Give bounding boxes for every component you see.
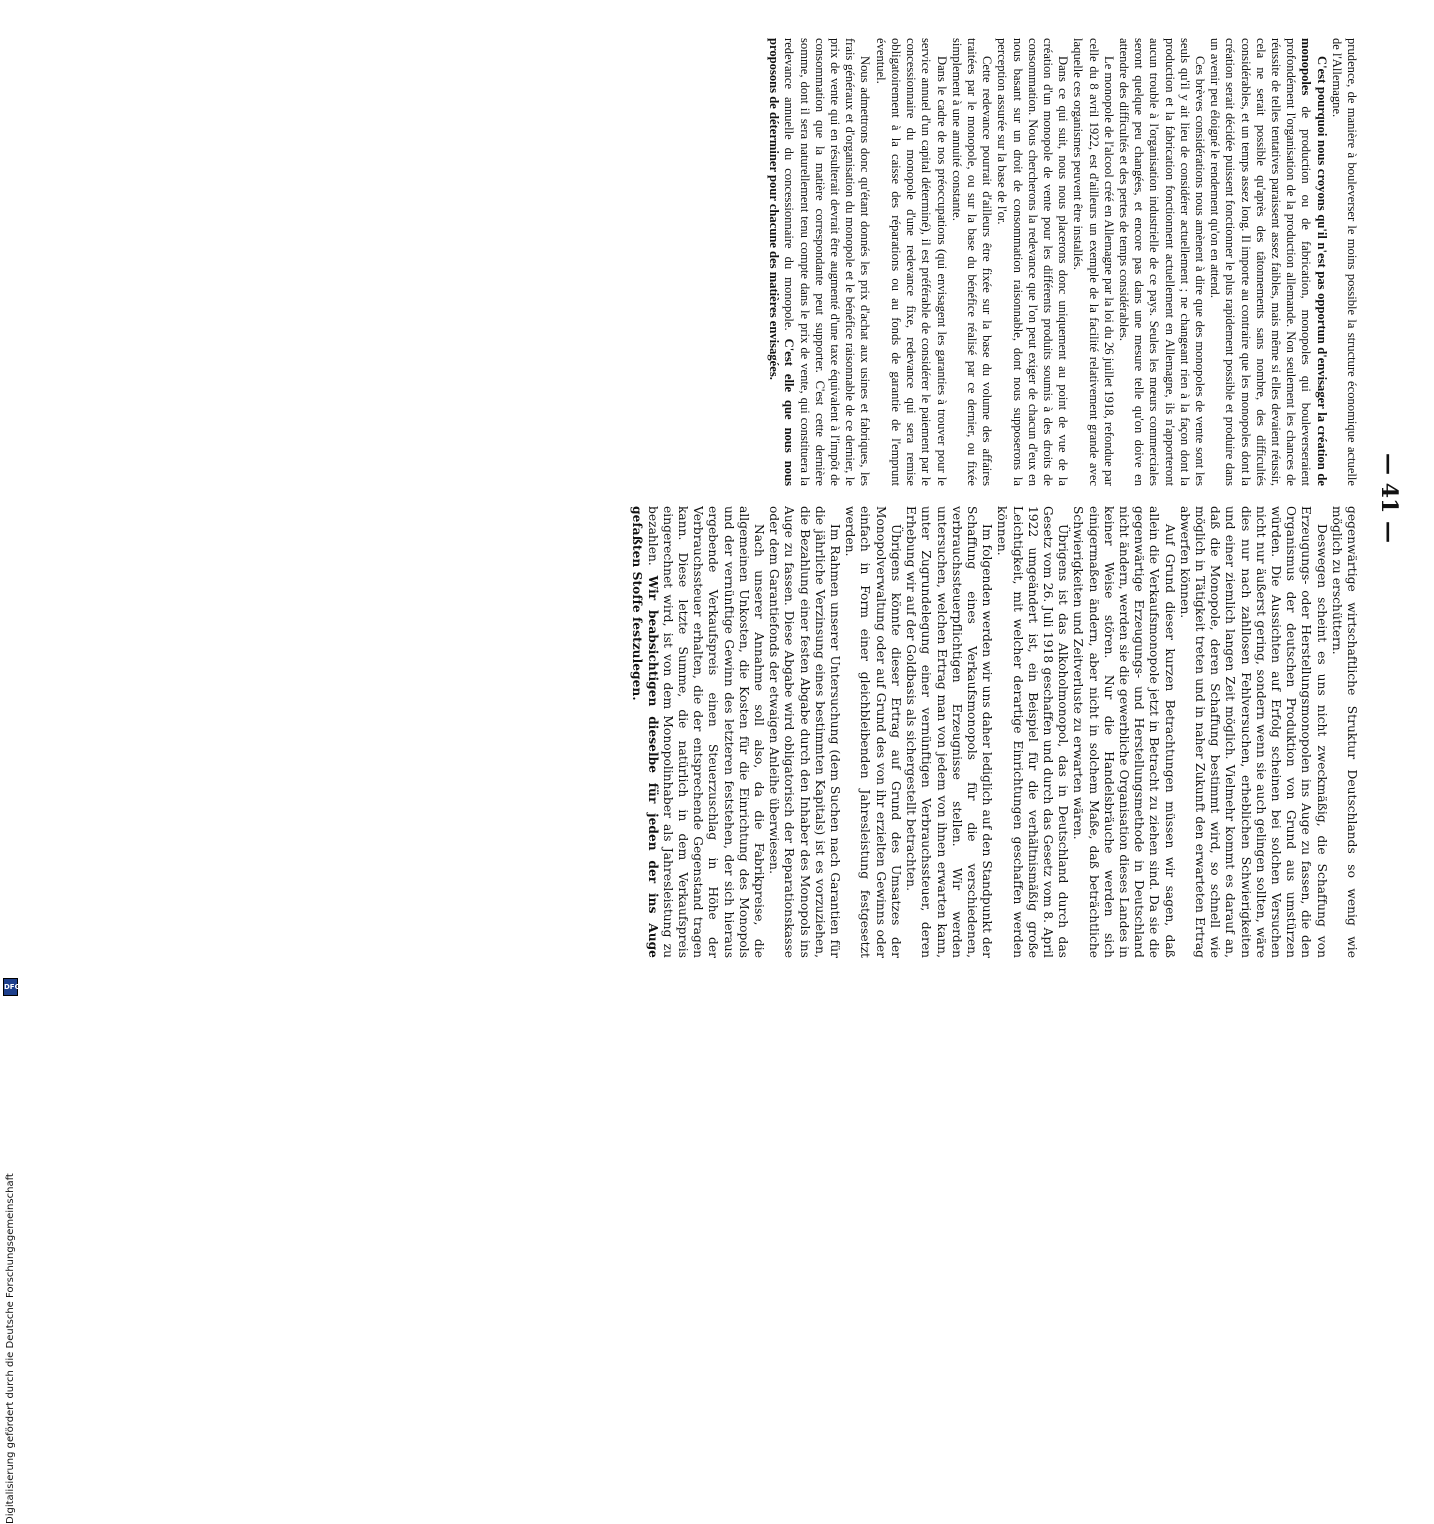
- french-paragraph-2-bold: C'est pourquoi nous croyons qu'il n'est pas opportun d'envisager la création de monopoles: [1299, 38, 1329, 486]
- french-paragraph-7: Dans le cadre de nos préoccupations (qui envisagent les garanties à trouver pour le service annuel d'un capital déterminé), il est préférable de considérer le paiement par le concessionnaire du monopole d'une redevance fixe, redevance qui sera remise obligatoirement à la caisse des réparations ou au fonds de garantie de l'emprunt éventuel.: [873, 38, 949, 486]
- german-paragraph-4: Übrigens ist das Alkoholmonopol, das in Deutschland durch das Gesetz vom 26. Juli 1918 geschaffen und durch das Gesetz vom 8. April 1922 umgeändert ist, ein Beispiel für die verhältnismäßig große Leichtigkeit, mit welcher derartige Einrichtungen geschaffen werden können.: [995, 506, 1071, 958]
- rotated-page: [7, 28, 1407, 968]
- french-paragraph-8-text: Nous admettrons donc qu'étant donnés les prix d'achat aux usines et fabriques, les frais généraux et d'organisation du monopole et le bénéfice raisonnable de ce dernier, le prix de vente qui en résulterait devrait être augmenté d'une taxe équivalent à l'impôt de consommation que la matière correspondante peut supporter. C'est cette dernière somme, dont il sera naturellement tenu compte dans le prix de vente, qui constituera la redevance annuelle du concessionnaire du monopole.: [782, 38, 873, 486]
- french-column: [29, 38, 1359, 486]
- german-paragraph-5: Im folgenden werden wir uns daher lediglich auf den Standpunkt der Schaffung eines Verkaufsmonopols für die verschiedenen, verbrauchssteuerpflichtigen Erzeugnisse stellen. Wir werden untersuchen, welchen Ertrag man von jedem von ihnen erwarten kann, unter Zugrundelegung einer vernünftigen Verbrauchssteuer, deren Erhebung wir auf der Goldbasis als sichergestellt betrachten.: [904, 506, 995, 958]
- german-paragraph-2: Deswegen scheint es uns nicht zweckmäßig, die Schaffung von Erzeugungs- oder Herstellungsmonopolen ins Auge zu fassen, die den Organismus der deutschen Produktion von Grund aus umstürzen würden. Die Aussichten auf Erfolg scheinen bei solchen Versuchen nicht nur äußerst gering, sondern wenn sie auch gelingen sollten, wäre dies nur nach zahllosen Fehlversuchen, erheblichen Schwierigkeiten und einer ziemlich langen Zeit möglich. Vielmehr kommt es darauf an, daß die Monopole, deren Schaffung bestimmt wird, so schnell wie möglich in Tätigkeit treten und in naher Zukunft den erwarteten Ertrag abwerfen können.: [1177, 506, 1329, 958]
- french-paragraph-5: Dans ce qui suit, nous nous placerons donc uniquement au point de vue de la création d'un monopole de vente pour les différents produits soumis à des droits de consommation. Nous chercherons la redevance que l'on peut exiger de chacun d'eux en nous basant sur un droit de consommation raisonnable, dont nous supposerons la perception assurée sur la base de l'or.: [995, 38, 1071, 486]
- german-paragraph-8-text: Nach unserer Annahme soll also, da die Fabrikpreise, die allgemeinen Unkosten, die Kosten für die Einrichtung des Monopols und der vernünftige Gewinn des letzteren feststehen, der sich hieraus ergebende Verkaufspreis einen Steuerzuschlag in Höhe der Verbrauchssteuer erhalten, die der entsprechende Gegenstand tragen kann. Diese letzte Summe, die natürlich in dem Verkaufspreis eingerechnet wird, ist von dem Monopolinhaber als Jahresleistung zu bezahlen.: [645, 506, 767, 958]
- german-paragraph-8: [629, 506, 766, 958]
- page-number: — 41 —: [1376, 453, 1402, 543]
- german-paragraph-8-bold: Wir beabsichtigen dieselbe für jeden der ins Auge gefaßten Stoffe festzulegen.: [630, 506, 660, 958]
- digitization-credit: Digitalisierung gefördert durch die Deutsche Forschungsgemeinschaft: [5, 1173, 16, 1524]
- german-paragraph-1: gegenwärtige wirtschaftliche Struktur Deutschlands so wenig wie möglich zu erschüttern.: [1329, 506, 1359, 958]
- german-paragraph-6: Übrigens könnte dieser Ertrag auf Grund des Umsatzes der Monopolverwaltung oder auf Grund des von ihr erzielten Gewinns oder einfach in Form einer gleichbleibenden Jahresleistung festgesetzt werden.: [843, 506, 903, 958]
- french-paragraph-8-bold: C'est elle que nous nous proposons de déterminer pour chacune des matières envisagées.: [767, 38, 797, 486]
- german-paragraph-3: Auf Grund dieser kurzen Betrachtungen müssen wir sagen, daß allein die Verkaufsmonopole jetzt in Betracht zu ziehen sind. Da sie die gegenwärtige Erzeugungs- und Herstellungsmethode in Deutschland nicht ändern, werden sie die gewerbliche Organisation dieses Landes in keiner Weise stören. Nur die Handelsbräuche werden sich einigermaßen ändern, aber nicht in solchem Maße, daß beträchtliche Schwierigkeiten und Zeitverluste zu erwarten wären.: [1071, 506, 1177, 958]
- german-paragraph-7: Im Rahmen unserer Untersuchung (dem Suchen nach Garantien für die jährliche Verzinsung eines bestimmten Kapitals) ist es vorzuziehen, die Bezahlung einer festen Abgabe durch den Inhaber des Monopols ins Auge zu fassen. Diese Abgabe wird obligatorisch der Reparationskasse oder dem Garantiefonds der etwaigen Anleihe überwiesen.: [767, 506, 843, 958]
- french-paragraph-2-text: de production ou de fabrication, monopoles qui bouleverseraient profondément l'organisation de la production allemande. Non seulement les chances de réussite de telles tentatives paraissent assez faibles, mais même si elles devaient réussir, cela ne serait possible qu'après des tâtonnements sans nombre, des difficultés considérables, et un temps assez long. Il importe au contraire que les monopoles dont la création serait décidée puissent fonctionner le plus rapidement possible et produire dans un avenir peu éloigné le rendement qu'on en attend.: [1208, 38, 1314, 486]
- french-paragraph-1: prudence, de manière à bouleverser le moins possible la structure économique actuelle de l'Allemagne.: [1329, 38, 1359, 486]
- french-paragraph-6: Cette redevance pourrait d'ailleurs être fixée sur la base du volume des affaires traitées par le monopole, ou sur la base du bénéfice réalisé par ce dernier, ou fixée simplement à une annuité constante.: [949, 38, 995, 486]
- dfg-logo: DFG: [3, 978, 18, 996]
- french-paragraph-2: [1207, 38, 1329, 486]
- german-column: [29, 506, 1359, 958]
- french-paragraph-4: Le monopole de l'alcool créé en Allemagne par la loi du 26 juillet 1918, refondue par celle du 8 avril 1922, est d'ailleurs un exemple de la facilité relativement grande avec laquelle ces organismes peuvent être installés.: [1071, 38, 1116, 486]
- french-paragraph-3: Ces brèves considérations nous amènent à dire que des monopoles de vente sont les seuls qu'il y ait lieu de considérer actuellement ; ne changeant rien à la façon dont la production et la fabrication fonctionnent actuellement en Allemagne, ils n'apporteront aucun trouble à l'organisation industrielle de ce pays. Seules les mœurs commerciales seront quelque peu changées, et encore pas dans une mesure telle qu'on doive en attendre des difficultés et des pertes de temps considérables.: [1116, 38, 1207, 486]
- french-paragraph-8: [766, 38, 872, 486]
